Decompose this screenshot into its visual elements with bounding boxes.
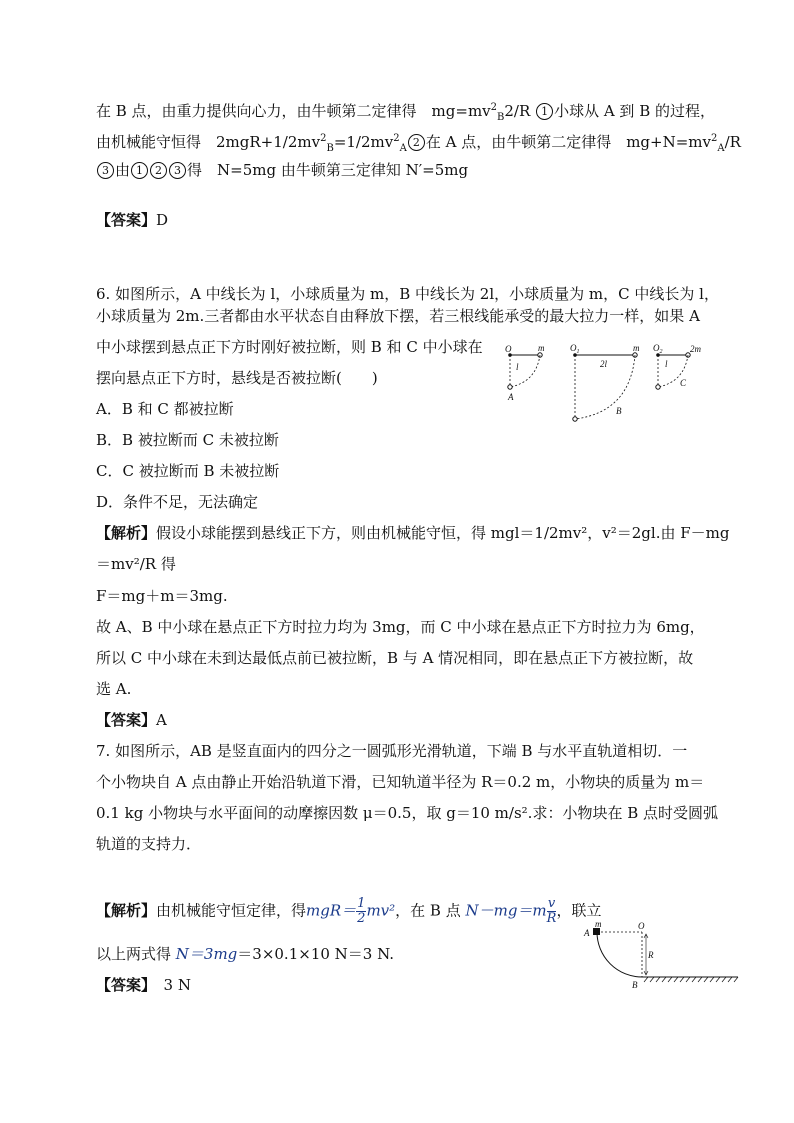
answer-value: 3 N (148, 976, 191, 994)
circled-number-1: 1 (536, 103, 553, 120)
label-b: B (632, 980, 638, 990)
label-o1: $O_1$ (570, 343, 580, 355)
answer-tag: 【答案】 (96, 976, 149, 994)
q7-stem-line-2: 个小物块自 A 点由静止开始沿轨道下滑，已知轨道半径为 R＝0.2 m，小物块的质量为 m＝ (96, 773, 705, 791)
pendulum-c (653, 343, 702, 389)
fraction-v-over-r: $\frac{v}{R}$ (546, 896, 557, 926)
q6-pendulum-figure (500, 340, 740, 430)
circled-number-3: 3 (169, 162, 186, 179)
prev-solution-line-2: 由机械能守恒得 $2mgR+1/2mv^2_B=1/2mv^2_A$ 2 在 A 点，由牛顿第二定律得 $mg+N=mv^2_A/R$ (96, 133, 741, 154)
solution-tag: 【解析】 (96, 524, 157, 542)
prev-solution-line-3: 3 由 1 2 3 得 N=5mg 由牛顿第三定律知 N′=5mg (96, 160, 468, 180)
answer-value: A (156, 711, 167, 729)
q6-stem-line-2: 小球质量为 2m.三者都由水平状态自由释放下摆，若三根线能承受的最大拉力一样，如果 A (96, 307, 700, 325)
q6-answer (96, 710, 167, 730)
q6-option-a: A．B 和 C 都被拉断 (96, 400, 234, 418)
fraction-one-half: $\frac{1}{2}$ (357, 896, 366, 926)
prev-solution-line-1: 在 B 点，由重力提供向心力，由牛顿第二定律得 $mg=mv^2_B2/R$ 1 小球从 A 到 B 的过程， (96, 102, 715, 123)
label-o2: $O_2$ (653, 343, 663, 355)
solution-tag: 【解析】 (96, 901, 157, 920)
label-l: l (665, 359, 668, 369)
q6-solution-line-6: 选 A. (96, 680, 132, 698)
circled-number-1: 1 (131, 162, 148, 179)
label-ball-c: C (680, 378, 687, 388)
label-r: R (648, 950, 654, 960)
label-ball-b: B (616, 406, 622, 416)
q7-stem-line-1: 7. 如图所示，AB 是竖直面内的四分之一圆弧形光滑轨道，下端 B 与水平直轨道相切．一 (96, 742, 688, 760)
circled-number-3: 3 (97, 162, 114, 179)
q7-answer (96, 975, 191, 995)
q7-solution-line-2: 以上两式得 N＝3mg＝3×0.1×10 N＝3 N. (96, 945, 395, 963)
label-o: O (638, 921, 645, 931)
label-a: A (584, 928, 590, 938)
circled-number-2: 2 (150, 162, 167, 179)
pendulum-a (505, 343, 545, 402)
q6-stem-line-1: 6. 如图所示，A 中线长为 l，小球质量为 m，B 中线长为 2l，小球质量为 m，C 中线长为 l， (96, 285, 719, 303)
answer-value: D (156, 211, 169, 229)
answer-tag: 【答案】 (96, 211, 157, 229)
label-m: m (595, 920, 602, 929)
pendulum-b (570, 343, 640, 421)
q7-stem-line-3: 0.1 kg 小物块与水平面间的动摩擦因数 μ＝0.5，取 g＝10 m/s².求：小物块在 B 点时受圆弧 (96, 804, 718, 822)
label-2l: 2l (600, 359, 608, 369)
q6-stem-line-3: 中小球摆到悬点正下方时刚好被拉断，则 B 和 C 中小球在 (96, 338, 483, 356)
q6-solution-line-2: ＝mv²/R 得 (96, 555, 176, 573)
q6-solution-line-5: 所以 C 中小球在未到达最低点前已被拉断，B 与 A 情况相同，即在悬点正下方被拉断，故 (96, 649, 694, 667)
q6-solution-line-3: F＝mg＋m＝3mg. (96, 587, 228, 605)
circled-number-2: 2 (408, 134, 425, 151)
q6-option-c: C．C 被拉断而 B 未被拉断 (96, 462, 280, 480)
q7-arc-track-figure (580, 920, 740, 995)
label-m: m (538, 343, 545, 353)
q6-option-b: B．B 被拉断而 C 未被拉断 (96, 431, 279, 449)
label-o: O (505, 344, 512, 354)
label-ball-a: A (508, 392, 514, 402)
prev-answer (96, 210, 168, 230)
q6-stem-line-4: 摆向悬点正下方时，悬线是否被拉断( ) (96, 369, 378, 387)
label-m: m (633, 343, 640, 353)
q7-solution-line-1: 【解析】由机械能守恒定律，得mgR＝ $\frac{1}{2}$ mv²，在 B 点 N－mg＝m $\frac{v}{R}$ ，联立 (96, 896, 602, 926)
answer-tag: 【答案】 (96, 711, 157, 729)
q6-option-d: D．条件不足，无法确定 (96, 493, 259, 511)
q6-solution-line-4: 故 A、B 中小球在悬点正下方时拉力均为 3mg，而 C 中小球在悬点正下方时拉力为 6mg， (96, 618, 705, 636)
q6-solution-line-1: 【解析】假设小球能摆到悬线正下方，则由机械能守恒，得 mgl＝1/2mv²，v²＝2gl.由 F－mg (96, 524, 730, 542)
label-2m: 2m (690, 344, 701, 354)
q7-stem-line-4: 轨道的支持力． (96, 835, 202, 853)
label-l: l (516, 362, 519, 372)
